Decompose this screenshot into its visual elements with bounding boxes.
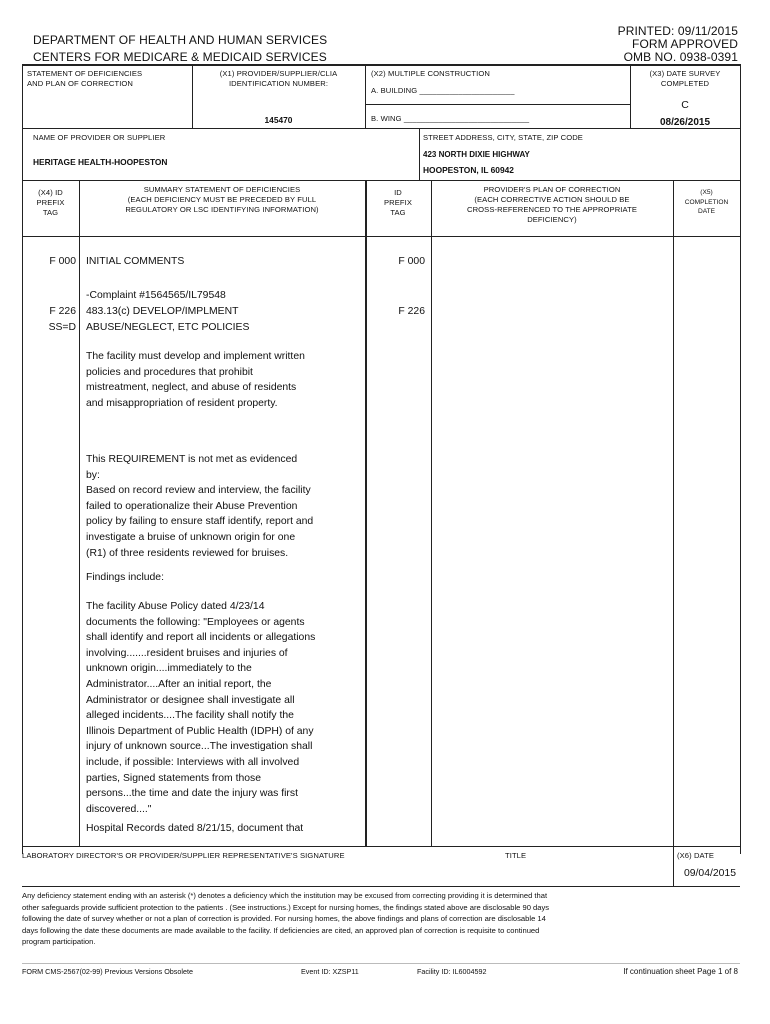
survey-code: C (681, 99, 689, 111)
disclosure-notice: Any deficiency statement ending with an asterisk (*) denotes a deficiency which the institution may be excused from correcting providing it is determined that other safeguards provide sufficient protection to the patients . (See instructions.) Except for nursing homes, the findings stated above are disclosable 90 days following the date of survey whether or not a plan of correction is provided. For nursing homes, the above findings and plans of correction are disclosable 14 days following the date these documents are made available to the facility. If deficiencies are cited, an approved plan of correction is requisite to continued program participation. (22, 891, 550, 946)
requirement-not-met-text: This REQUIREMENT is not met as evidenced by: Based on record review and interview, the facility failed to operationalize their Abuse Prevention policy by failing to ensure staff identify, report and investigate a bruise of unknown origin for one (R1) of three residents reviewed for bruises. (86, 454, 314, 559)
tag-f000-left: F 000 (49, 256, 76, 267)
initial-comments-heading: INITIAL COMMENTS (86, 256, 185, 267)
x3-label: (X3) DATE SURVEY COMPLETED (649, 69, 721, 88)
signature-date: 09/04/2015 (683, 868, 736, 879)
column-header-bottom (22, 236, 740, 237)
continuation-page-indicator: If continuation sheet Page 1 of 8 (623, 967, 738, 976)
signature-row-top (22, 846, 740, 847)
survey-date: 08/26/2015 (659, 117, 711, 128)
x1-label: (X1) PROVIDER/SUPPLIER/CLIA IDENTIFICATION NUMBER: (219, 69, 338, 88)
provider-row-divider (419, 128, 420, 180)
f226-title-line2: ABUSE/NEGLECT, ETC POLICIES (86, 322, 250, 333)
complaint-number: -Complaint #1564565/IL79548 (86, 290, 226, 301)
tag-f226-left: F 226 (49, 306, 76, 317)
agency-title: CENTERS FOR MEDICARE & MEDICAID SERVICES (33, 50, 327, 64)
x2-label: (X2) MULTIPLE CONSTRUCTION (371, 69, 490, 78)
form-id: FORM CMS-2567(02-99) Previous Versions Obsolete (22, 967, 193, 976)
divider-summary (365, 180, 367, 846)
printed-date: PRINTED: 09/11/2015 (617, 24, 738, 38)
divider-x2 (365, 64, 366, 128)
divider-x4 (79, 180, 80, 846)
regulation-text: The facility must develop and implement written policies and procedures that prohibit mistreatment, neglect, and abuse of residents and misappropriation of resident property. (86, 351, 305, 409)
provider-number: 145470 (264, 115, 293, 125)
form-approved-label: FORM APPROVED (632, 37, 738, 51)
severity-scope-tag: SS=D (48, 322, 76, 333)
provider-row-bottom (22, 180, 740, 181)
plan-header: PROVIDER'S PLAN OF CORRECTION (EACH CORRECTIVE ACTION SHOULD BE CROSS-REFERENCED TO THE APPROPRIATE DEFICIENCY) (466, 185, 638, 224)
city-state-zip: HOOPESTON, IL 60942 (423, 165, 514, 175)
wing-field: B. WING _____________________________ (371, 114, 530, 123)
footer-divider (22, 963, 740, 964)
facility-id: Facility ID: IL6004592 (417, 967, 487, 976)
frame-left-border (22, 64, 23, 854)
title-label: TITLE (505, 851, 527, 860)
x4-header: (X4) ID PREFIX TAG (36, 188, 65, 217)
abuse-policy-findings: The facility Abuse Policy dated 4/23/14 documents the following: "Employees or agents shall identify and report all incidents or allegations involving.......resident bruises and injuries of unknown origin....immediately to the Administrator....After an initial report, the Administrator or designee shall investigate all alleged incidents....The facility shall notify the Illinois Department of Public Health (IDPH) of any injury of unknown source...The investigation shall include, if possible: Interviews with all involved parties, Signed statements from those persons...the time and date the injury was first discovered...." (86, 601, 316, 815)
tag-f000-right: F 000 (398, 256, 425, 267)
ident-row-bottom (22, 128, 740, 129)
frame-top-border (22, 64, 740, 66)
x6-date-label: (X6) DATE (677, 851, 715, 860)
street-address: 423 NORTH DIXIE HIGHWAY (423, 150, 530, 159)
id-prefix-header: ID PREFIX TAG (383, 188, 413, 217)
department-title: DEPARTMENT OF HEALTH AND HUMAN SERVICES (33, 33, 328, 47)
omb-number: OMB NO. 0938-0391 (623, 50, 738, 64)
signature-row-bottom (22, 886, 740, 887)
frame-right-border (740, 64, 741, 854)
event-id: Event ID: XZSP11 (301, 967, 359, 976)
divider-x5 (673, 180, 674, 846)
building-field: A. BUILDING ______________________ (371, 86, 515, 95)
provider-name: HERITAGE HEALTH-HOOPESTON (33, 157, 168, 167)
building-wing-divider (365, 104, 630, 105)
divider-id (431, 180, 432, 846)
f226-title-line1: 483.13(c) DEVELOP/IMPLMENT (86, 306, 239, 317)
findings-include-label: Findings include: (86, 572, 164, 583)
x5-header: (X5) COMPLETION DATE (684, 189, 729, 215)
address-label: STREET ADDRESS, CITY, STATE, ZIP CODE (423, 133, 583, 142)
tag-f226-right: F 226 (398, 306, 425, 317)
hospital-records-text: Hospital Records dated 8/21/15, document that (86, 823, 304, 834)
summary-header: SUMMARY STATEMENT OF DEFICIENCIES (EACH DEFICIENCY MUST BE PRECEDED BY FULL REGULATORY OR LSC IDENTIFYING INFORMATION) (125, 185, 319, 214)
statement-label: STATEMENT OF DEFICIENCIES AND PLAN OF CORRECTION (27, 69, 143, 88)
signature-label: LABORATORY DIRECTOR'S OR PROVIDER/SUPPLIER REPRESENTATIVE'S SIGNATURE (22, 851, 345, 860)
provider-name-label: NAME OF PROVIDER OR SUPPLIER (33, 133, 166, 142)
